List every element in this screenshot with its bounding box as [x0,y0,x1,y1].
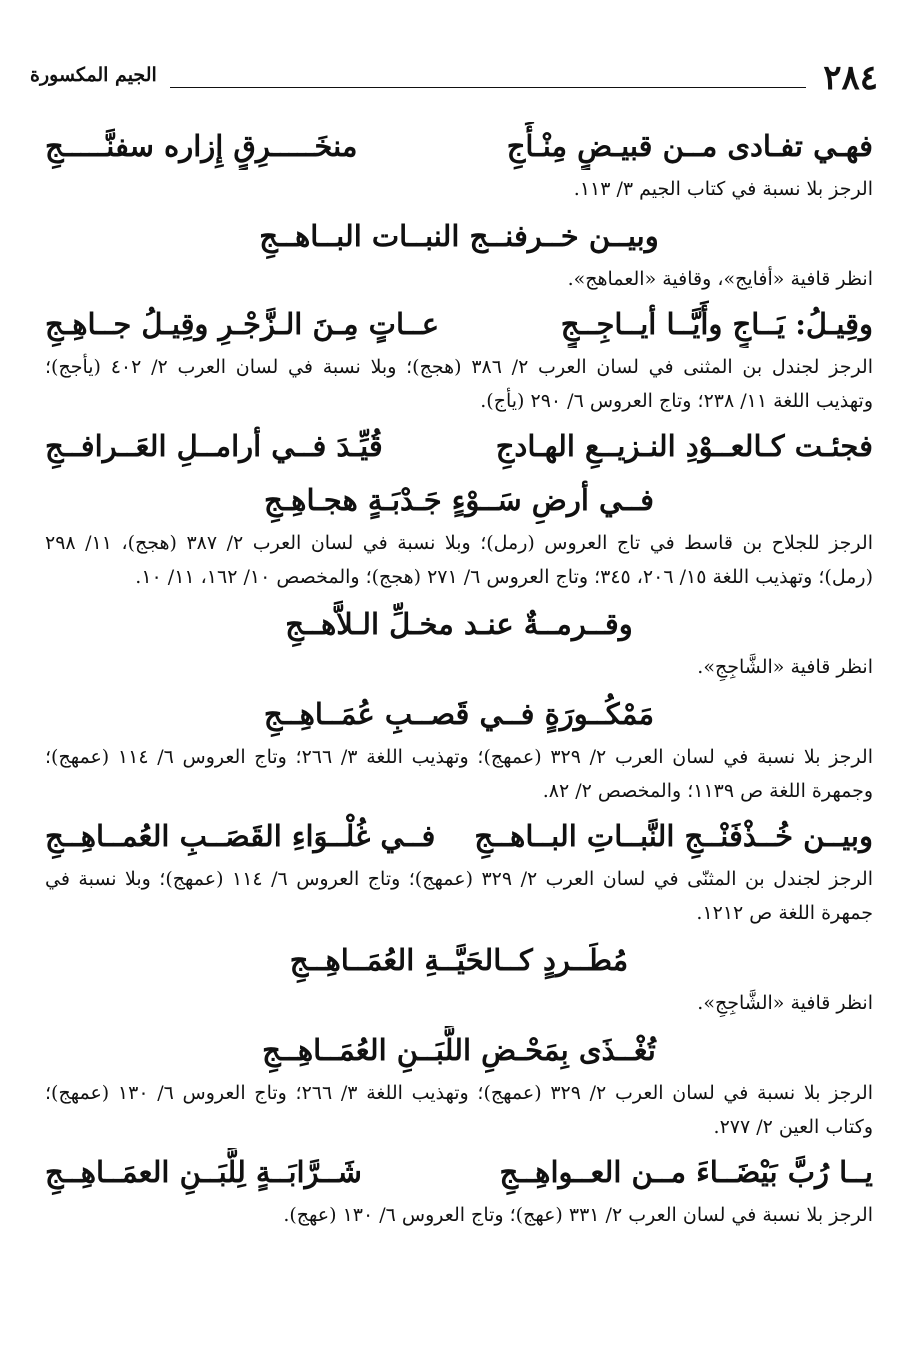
entry [45,212,873,296]
running-head: الجيم المكسورة [30,64,157,86]
verse-line [45,300,873,348]
verse-line [45,122,873,170]
verse-line-continuation: فــي أرضِ سَــوْءٍ جَـدْبَـةٍ هجـاهِـجِ [263,483,655,517]
page-header [30,58,878,98]
citation-note: الرجز بلا نسبة في لسان العرب ٢/ ٣٢٩ (عمهج)؛ وتهذيب اللغة ٣/ ٢٦٦؛ وتاج العروس ٦/ ١١٤ (عمهج)؛ وجمهرة اللغة ص ١١٣٩؛ والمخصص ٢/ ٨٢. [45,746,873,802]
verse-second-hemistich: عــاتٍ مِـنَ الـزَّجْـرِ وقِيـلُ جــاهِـجِ [45,307,440,341]
verse-line: وقــرمــةٌ عنـد مخـلِّ الـلاَّهــجِ [285,607,633,641]
citation-note: انظر قافية «أفايج»، وقافية «العماهج». [567,268,873,290]
entry [45,690,873,808]
citation-note: الرجز بلا نسبة في لسان العرب ٢/ ٣٢٩ (عمهج)؛ وتهذيب اللغة ٣/ ٢٦٦؛ وتاج العروس ٦/ ١٣٠ (عمهج)؛ وكتاب العين ٢/ ٢٧٧. [45,1082,873,1138]
entry [45,1148,873,1232]
verse-line: تُغْــذَى بِمَحْـضِ اللَّبَــنِ العُمَــاهِــجِ [262,1033,656,1067]
page-number: ٢٨٤ [823,58,878,98]
header-rule [170,87,806,88]
citation-note: الرجز بلا نسبة في لسان العرب ٢/ ٣٣١ (عهج)؛ وتاج العروس ٦/ ١٣٠ (عهج). [283,1204,873,1226]
verse-first-hemistich: وبيــن خُــذْفَنْــجِ النَّبــاتِ البــاهــجِ [474,819,873,853]
entry [45,122,873,206]
verse-second-hemistich: شَــرَّابَــةٍ لِلَّبَــنِ العمَــاهِــجِ [45,1155,362,1189]
entry [45,422,873,594]
entry [45,300,873,418]
verse-line: مَمْكُــورَةٍ فــي قَصــبِ عُمَــاهِــجِ [263,697,655,731]
verse-second-hemistich: قُيِّـدَ فــي أرامــلِ العَــرافــجِ [45,429,383,463]
citation-note: الرجز لجندل بن المثنّى في لسان العرب ٢/ ٣٢٩ (عمهج)؛ وتاج العروس ٦/ ١١٤ (عمهج)؛ وبلا نسبة في جمهرة اللغة ص ١٢١٢. [45,868,873,924]
entry [45,1026,873,1144]
citation-note: الرجز للجلاح بن قاسط في تاج العروس (رمل)؛ وبلا نسبة في لسان العرب ٢/ ٣٨٧ (هجج)، ١١/ ٢٩٨ (رمل)؛ وتهذيب اللغة ١٥/ ٢٠٦، ٣٤٥؛ وتاج العروس ٦/ ٢٧١ (هجج)؛ والمخصص ١٠/ ١٦٢، ١١/ ١٠. [45,532,873,588]
verse-line [45,422,873,470]
citation-note: انظر قافية «الشَّاجِجِ». [697,992,873,1014]
verse-second-hemistich: منخَـــــرِقٍ إِزاره سفنَّـــــجِ [45,129,358,163]
verse-first-hemistich: وقِيـلُ: يَــاجٍ وأَيَّــا أيــاجِــجٍ [560,307,873,341]
page-content [45,118,873,1232]
verse-line: وبيــن خــرفنــج النبــات البــاهــجِ [259,219,659,253]
citation-note: انظر قافية «الشَّاجِجِ». [697,656,873,678]
entry [45,812,873,930]
citation-note: الرجز بلا نسبة في كتاب الجيم ٣/ ١١٣. [573,178,873,200]
verse-first-hemistich: فهـي تفـادى مــن قبيـضٍ مِنْـأَجِ [506,129,873,163]
verse-first-hemistich: يــا رُبَّ بَيْضَــاءَ مــن العــواهِــجِ [499,1155,873,1189]
entry [45,600,873,684]
verse-line [45,812,873,860]
verse-second-hemistich: فــي غُلْــوَاءِ القَصَــبِ العُمــاهِــجِ [45,819,436,853]
citation-note: الرجز لجندل بن المثنى في لسان العرب ٢/ ٣٨٦ (هجج)؛ وبلا نسبة في لسان العرب ٢/ ٤٠٢ (يأجج)؛ وتهذيب اللغة ١١/ ٢٣٨؛ وتاج العروس ٦/ ٢٩٠ (يأج). [45,356,873,412]
verse-first-hemistich: فجئـت كـالعــوْدِ النـزيــعِ الهـادجِ [495,429,873,463]
verse-line [45,1148,873,1196]
entry [45,936,873,1020]
verse-line: مُطَــردٍ كــالحَيَّــةِ العُمَــاهِــجِ [289,943,629,977]
